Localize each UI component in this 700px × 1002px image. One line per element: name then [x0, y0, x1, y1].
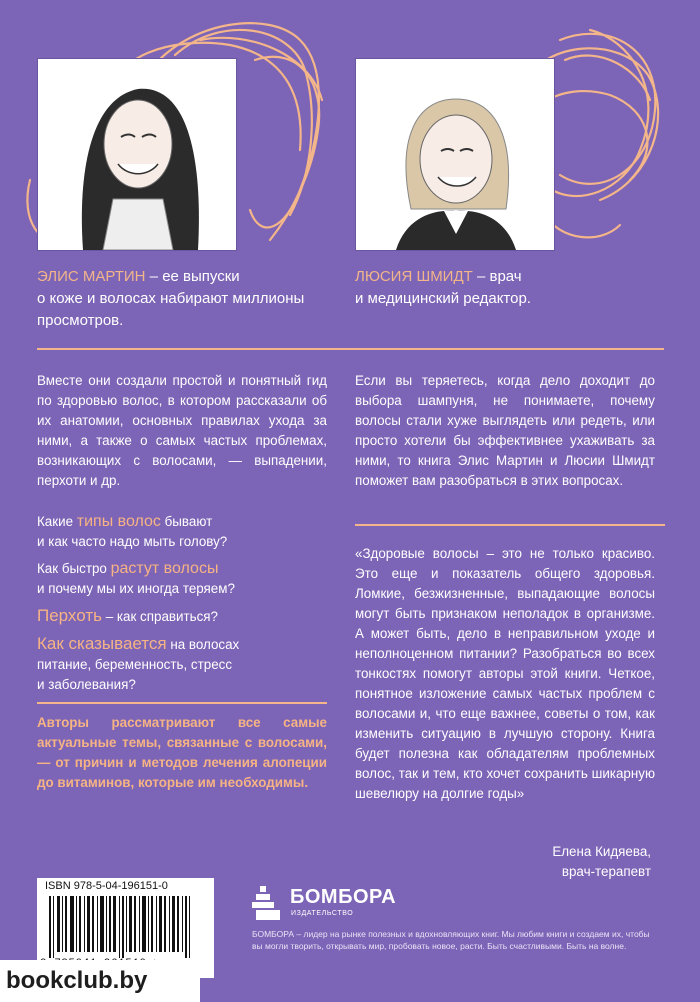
bombora-logo-icon — [252, 884, 282, 922]
publisher-name: БОМБОРА — [290, 886, 397, 908]
highlight-text: Как сказывается — [37, 634, 167, 653]
publisher-logo — [252, 880, 452, 924]
publisher-description: БОМБОРА – лидер на рынке полезных и вдохновляющих книг. Мы любим книги и создаем их, чтобы вы могли творить, открывать мир, пробовать новое, расти. Быть счастливыми. Быть на волне. — [252, 929, 650, 951]
highlight-text: Перхоть — [37, 606, 102, 625]
section-divider — [37, 348, 664, 350]
question-item: Как быстро растут волосы и почему мы их иногда теряем? — [37, 560, 235, 596]
watermark: bookclub.by — [0, 960, 200, 1002]
questions-list — [37, 512, 327, 702]
author-desc: и медицинский редактор. — [355, 290, 531, 307]
question-item: Перхоть – как справиться? — [37, 606, 218, 625]
section-divider — [355, 524, 665, 526]
author-desc: – врач — [472, 268, 522, 285]
review-author — [355, 842, 651, 882]
summary-paragraph: Авторы рассматривают все самые актуальные темы, связанные с волосами, — от причин и методов лечения алопеции до витаминов, которые им необходимы. — [37, 715, 327, 790]
author-name: ЭЛИС МАРТИН — [37, 268, 146, 285]
author-desc: о коже и волосах набирают миллионы — [37, 290, 305, 307]
author-desc: – ее выпуски — [145, 268, 240, 285]
intro-paragraph-left: Вместе они создали простой и понятный гид по здоровью волос, в котором рассказали об их анатомии, основных правилах ухода за ними, а также о самых частых проблемах, возникающих с волосами, — выпадении, перхоти и др. — [37, 373, 327, 488]
author-photo-lucia — [355, 58, 555, 251]
intro-paragraph-right: Если вы теряетесь, когда дело доходит до выбора шампуня, не понимаете, почему волосы стали хуже выглядеть или редеть, или просто хотели бы эффективнее ухаживать за ними, то книга Элис Мартин и Люсии Шмидт поможет вам разобраться в этих вопросах. — [355, 373, 655, 488]
review-author-role: врач-терапевт — [561, 864, 651, 879]
isbn-text: ISBN 978-5-04-196151-0 — [45, 880, 168, 892]
barcode-bars — [49, 896, 201, 958]
author-caption-alice — [37, 266, 337, 332]
review-author-name: Елена Кидяева, — [552, 844, 651, 859]
author-photo-alice — [37, 58, 237, 251]
publisher-sub: ИЗДАТЕЛЬСТВО — [291, 910, 354, 917]
review-quote: «Здоровые волосы – это не только красиво. Это еще и показатель общего здоровья. Ломкие, безжизненные, выпадающие волосы могут быть признаком неполадок в организме. А может быть, дело в неправильном уходе и неполноценном питании? Разобраться во всех тонкостях помогут авторы этой книги. Четкое, понятное изложение самых частых проблем с волосами и, что еще важнее, советы о том, как изменить ситуацию в лучшую сторону. Книга будет полезна как обладателям проблемных волос, так и тем, кто хочет сохранить шикарную шевелюру на долгие годы» — [355, 546, 655, 801]
section-divider — [37, 702, 327, 704]
question-item: Как сказывается на волосах питание, беременность, стресс и заболевания? — [37, 634, 240, 692]
question-item: Какие типы волос бывают и как часто надо мыть голову? — [37, 513, 228, 549]
highlight-text: растут волосы — [110, 560, 219, 577]
author-caption-lucia — [355, 266, 665, 310]
author-desc: просмотров. — [37, 312, 124, 329]
highlight-text: типы волос — [76, 513, 161, 530]
author-name: ЛЮСИЯ ШМИДТ — [355, 268, 473, 285]
